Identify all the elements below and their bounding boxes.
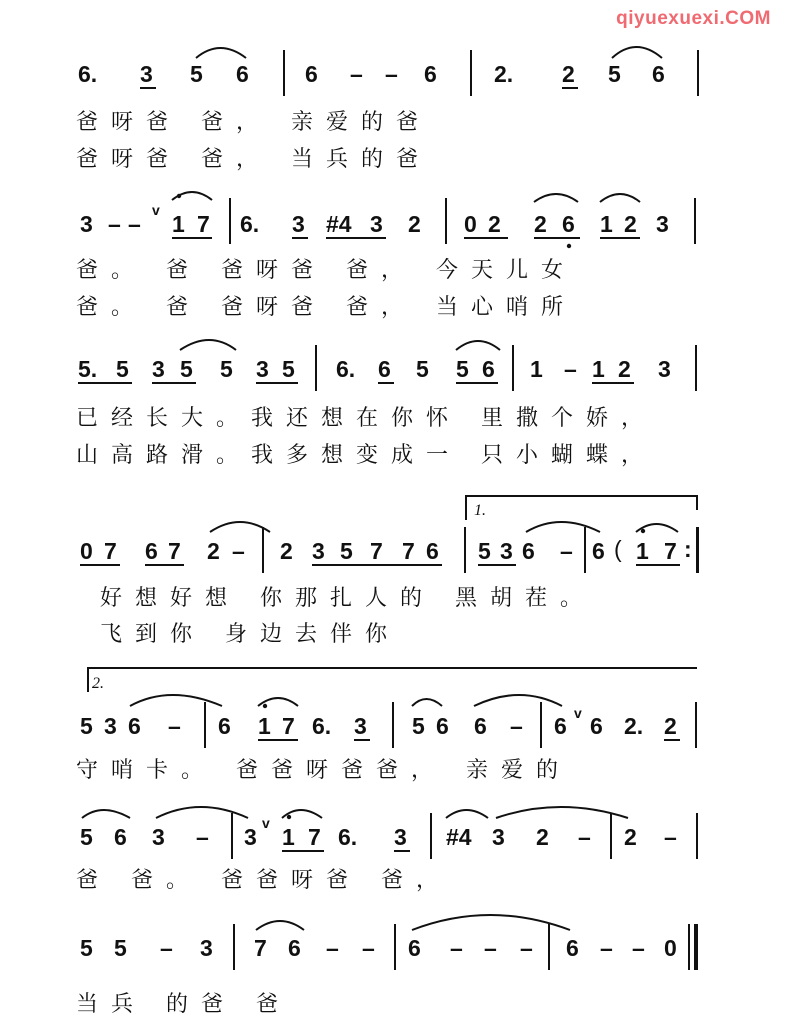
note: 2 (280, 538, 293, 564)
note: 0 (464, 211, 477, 237)
lyrics-verse-1: 当兵 的爸 爸 (76, 992, 291, 1017)
note: 6. (338, 824, 358, 850)
note: 2 (534, 211, 547, 237)
note: 6 (562, 211, 575, 237)
note: 5 (412, 713, 425, 739)
note: 5 (220, 356, 233, 382)
note: 1 (600, 211, 613, 237)
dash: – (196, 824, 209, 850)
dash: – (326, 935, 339, 961)
barline (315, 345, 317, 391)
note: 7 (168, 538, 181, 564)
barline (283, 50, 285, 96)
lyrics-verse-2: 爸。 爸 爸呀爸 爸， 当心哨所 (76, 295, 576, 320)
watermark-prefix: q (616, 8, 629, 29)
note: 3 (256, 356, 269, 382)
dash: – (108, 211, 121, 237)
breath-mark: v (574, 705, 582, 721)
note: 5 (340, 538, 353, 564)
note: #4 (446, 824, 472, 850)
note: 1 (282, 824, 295, 850)
note: 3 (500, 538, 513, 564)
note: 5 (608, 61, 621, 87)
note: 6 (236, 61, 249, 87)
breath-mark: v (262, 815, 270, 831)
note: 6 (114, 824, 127, 850)
note: 3 (244, 824, 257, 850)
barline (470, 50, 472, 96)
dash: – (632, 935, 645, 961)
barline (697, 50, 699, 96)
note: 7 (254, 935, 267, 961)
note: 6 (652, 61, 665, 87)
lyrics-verse-1: 爸。 爸 爸呀爸 爸， 今天儿女 (76, 258, 576, 283)
note: 6 (522, 538, 535, 564)
note: 3 (658, 356, 671, 382)
note: 5 (456, 356, 469, 382)
note: 6 (554, 713, 567, 739)
lyrics-verse-1: 守哨卡。 爸爸呀爸爸， 亲爱的 (76, 758, 571, 783)
note: 5 (80, 713, 93, 739)
note: 0 (80, 538, 93, 564)
lyrics-verse-2: 爸呀爸 爸， 当兵的爸 (76, 147, 431, 172)
site-watermark (616, 8, 771, 30)
note: 2 (618, 356, 631, 382)
note: 6 (566, 935, 579, 961)
dash: – (232, 538, 245, 564)
dash: – (664, 824, 677, 850)
note: 6 (436, 713, 449, 739)
volta-1-label: 1. (474, 502, 486, 519)
note: 6. (240, 211, 260, 237)
lyrics-verse-1: 爸 爸。 爸爸呀爸 爸， (76, 868, 451, 893)
note: 7 (197, 211, 210, 237)
note: 2 (207, 538, 220, 564)
note: 5 (478, 538, 491, 564)
dash: – (168, 713, 181, 739)
note: 3 (80, 211, 93, 237)
note: #4 (326, 211, 352, 237)
note: 6 (474, 713, 487, 739)
note: 7 (370, 538, 383, 564)
repeat-barline (696, 527, 699, 573)
note: 2 (408, 211, 421, 237)
note: 1 (636, 538, 649, 564)
barline (262, 527, 264, 573)
note: 7 (282, 713, 295, 739)
barline (610, 813, 612, 859)
final-barline-thin (688, 924, 690, 970)
note: 3 (312, 538, 325, 564)
dash: – (564, 356, 577, 382)
barline (695, 345, 697, 391)
barline (512, 345, 514, 391)
note: 6 (408, 935, 421, 961)
barline (464, 527, 466, 573)
note: 2 (624, 211, 637, 237)
repeat-dots: : (684, 536, 692, 562)
breath-mark: v (152, 202, 160, 218)
note: 3 (656, 211, 669, 237)
dash: – (385, 61, 398, 87)
dash: – (450, 935, 463, 961)
note: 6 (288, 935, 301, 961)
barline (548, 924, 550, 970)
note: 1 (258, 713, 271, 739)
dash: – (362, 935, 375, 961)
dash: – (350, 61, 363, 87)
note: 2 (536, 824, 549, 850)
barline (584, 527, 586, 573)
volta-2-label: 2. (92, 675, 104, 692)
note: 5 (116, 356, 129, 382)
note: 7 (402, 538, 415, 564)
note: 7 (664, 538, 677, 564)
barline (229, 198, 231, 244)
note: 3 (152, 824, 165, 850)
note: 5 (416, 356, 429, 382)
note: 0 (664, 935, 677, 961)
note: 6 (592, 538, 605, 564)
dash: – (600, 935, 613, 961)
barline (696, 813, 698, 859)
note: 5 (80, 935, 93, 961)
note: 5 (190, 61, 203, 87)
note: 5 (180, 356, 193, 382)
note: 7 (104, 538, 117, 564)
dash: – (160, 935, 173, 961)
note: 6 (128, 713, 141, 739)
barline (540, 702, 542, 748)
barline (695, 702, 697, 748)
note: 6 (426, 538, 439, 564)
lyrics-verse-2: 山高路滑。我多想变成一 只小蝴蝶， (76, 443, 656, 468)
barline (445, 198, 447, 244)
barline (392, 702, 394, 748)
note: 2 (562, 61, 575, 87)
dash: – (578, 824, 591, 850)
note: 5. (78, 356, 98, 382)
note: 1 (592, 356, 605, 382)
dash: – (510, 713, 523, 739)
note: 7 (308, 824, 321, 850)
note: 6. (78, 61, 98, 87)
lyrics-verse-1: 爸呀爸 爸， 亲爱的爸 (76, 110, 431, 135)
lyrics-verse-1: 已经长大。我还想在你怀 里撒个娇， (76, 406, 656, 431)
note: 1 (172, 211, 185, 237)
watermark-brand: iyuexuexi.COM (628, 8, 771, 29)
note: 3 (394, 824, 407, 850)
note: 6 (218, 713, 231, 739)
note: 3 (292, 211, 305, 237)
barline (231, 813, 233, 859)
paren: ( (614, 536, 622, 562)
lyrics-verse-2: 飞到你 身边去伴你 (100, 622, 400, 647)
barline (233, 924, 235, 970)
dash: – (560, 538, 573, 564)
barline (204, 702, 206, 748)
barline (430, 813, 432, 859)
note: 2 (664, 713, 677, 739)
note: 3 (104, 713, 117, 739)
note: 3 (354, 713, 367, 739)
note: 3 (140, 61, 153, 87)
note: 5 (282, 356, 295, 382)
note: 2. (624, 713, 644, 739)
note: 3 (200, 935, 213, 961)
dash: – (484, 935, 497, 961)
barline (394, 924, 396, 970)
note: 1 (530, 356, 543, 382)
note: 3 (370, 211, 383, 237)
note: 6 (145, 538, 158, 564)
note: 2 (488, 211, 501, 237)
note: 3 (492, 824, 505, 850)
note: 2 (624, 824, 637, 850)
note: 5 (80, 824, 93, 850)
note: 6 (378, 356, 391, 382)
barline (694, 198, 696, 244)
note: 6 (482, 356, 495, 382)
lyrics-verse-1: 好想好想 你那扎人的 黑胡茬。 (100, 586, 595, 611)
note: 5 (114, 935, 127, 961)
dash: – (128, 211, 141, 237)
note: 6 (590, 713, 603, 739)
note: 6 (424, 61, 437, 87)
note: 6 (305, 61, 318, 87)
note: 6. (336, 356, 356, 382)
dash: – (520, 935, 533, 961)
note: 2. (494, 61, 514, 87)
final-barline-thick (694, 924, 698, 970)
note: 3 (152, 356, 165, 382)
note: 6. (312, 713, 332, 739)
